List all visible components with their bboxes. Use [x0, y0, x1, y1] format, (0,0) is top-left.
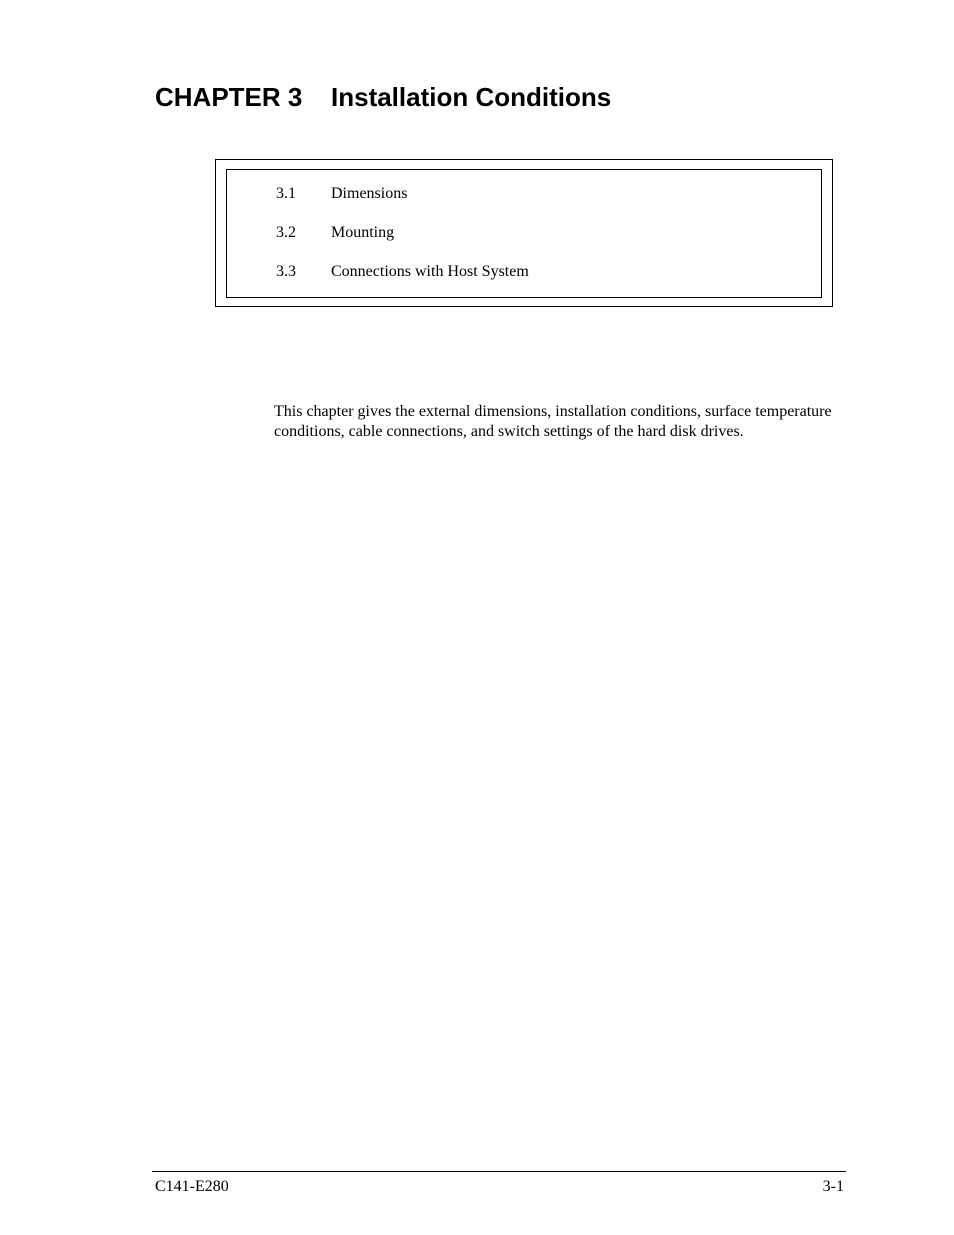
intro-paragraph: This chapter gives the external dimensions, installation conditions, surface temperature conditions, cable connections, and switch settings of the hard disk drives.: [274, 403, 832, 440]
chapter-contents-list: [276, 184, 529, 301]
toc-item-mounting[interactable]: [276, 223, 529, 262]
footer-document-code: C141-E280: [155, 1178, 229, 1195]
chapter-contents-box: [215, 159, 833, 307]
chapter-contents-inner-box: [226, 169, 822, 298]
toc-item-connections[interactable]: [276, 262, 529, 301]
toc-item-number: 3.3: [276, 263, 296, 280]
toc-item-title: Connections with Host System: [331, 263, 529, 280]
footer-divider: [152, 1171, 846, 1172]
chapter-label: CHAPTER 3: [155, 82, 303, 112]
toc-item-title: Dimensions: [331, 185, 408, 202]
toc-item-number: 3.1: [276, 185, 296, 202]
chapter-title: Installation Conditions: [331, 82, 612, 112]
toc-item-title: Mounting: [331, 224, 395, 241]
footer-page-number: 3-1: [822, 1178, 844, 1195]
toc-item-dimensions[interactable]: [276, 184, 529, 223]
chapter-heading: [155, 80, 611, 114]
toc-item-number: 3.2: [276, 224, 296, 241]
